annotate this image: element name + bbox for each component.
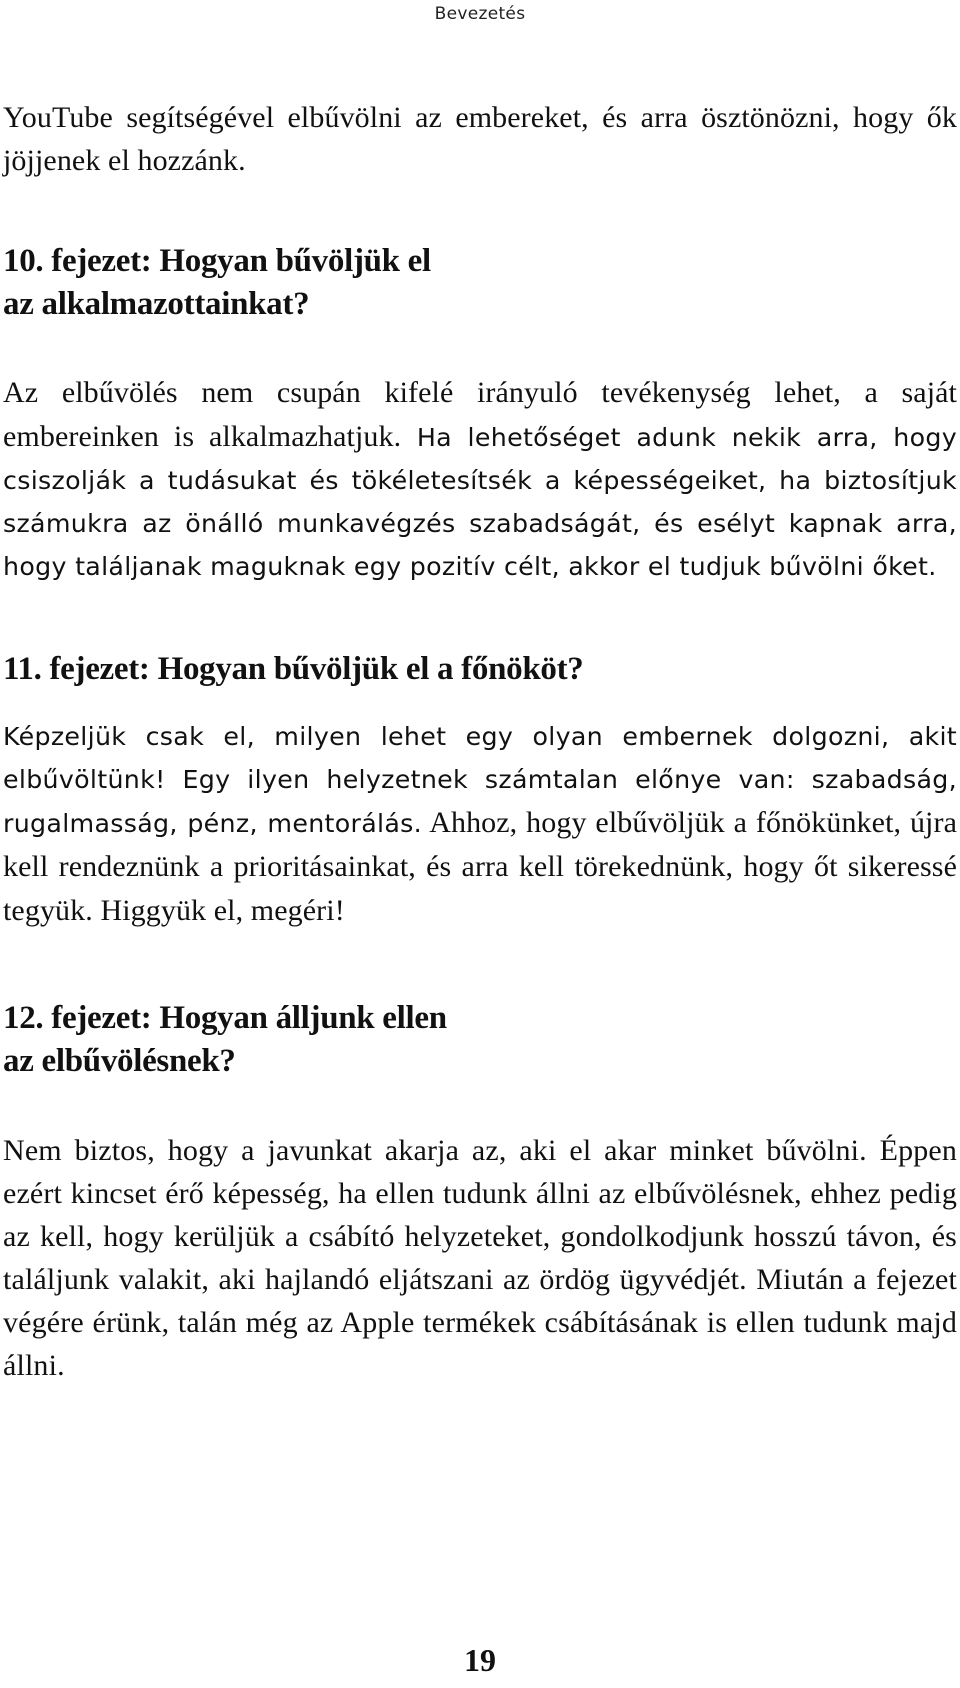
chapter-10-paragraph bbox=[3, 371, 957, 588]
chapter-10-paragraph-serif: Az elbűvölés nem csupán kifelé irányuló tevékenység lehet, a saját embereinken is alkalmazhatjuk. bbox=[3, 376, 957, 453]
chapter-12-heading-line1: 12. fejezet: Hogyan álljunk ellen bbox=[3, 1000, 447, 1036]
chapter-10-paragraph-sans: Ha lehetőséget adunk nekik arra, hogy csiszolják a tudásukat és tökéletesítsék a képességeiket, ha biztosítjuk számukra az önálló munkavégzés szabadságát, és esélyt kapnak arra, hogy találjanak maguknak egy pozitív célt, akkor el tudjuk bűvölni őket. bbox=[3, 423, 957, 581]
running-header: Bevezetés bbox=[434, 4, 526, 24]
chapter-11-paragraph bbox=[3, 715, 957, 933]
chapter-11-heading: 11. fejezet: Hogyan bűvöljük el a főnököt? bbox=[3, 651, 584, 687]
chapter-12-heading-line2: az elbűvölésnek? bbox=[3, 1043, 236, 1079]
chapter-10-heading-line2: az alkalmazottainkat? bbox=[3, 286, 310, 322]
chapter-10-heading-line1: 10. fejezet: Hogyan bűvöljük el bbox=[3, 243, 431, 279]
chapter-12-paragraph: Nem biztos, hogy a javunkat akarja az, aki el akar minket bűvölni. Éppen ezért kincset érő képesség, ha ellen tudunk állni az elbűvölésnek, ehhez pedig az kell, hogy kerüljük a csábító helyzeteket, gondolkodjunk hosszú távon, és találjunk valakit, aki hajlandó eljátszani az ördög ügyvédjét. Miután a fejezet végére érünk, talán még az Apple termékek csábításának is ellen tudunk majd állni. bbox=[3, 1134, 957, 1382]
page-number: 19 bbox=[464, 1642, 496, 1678]
chapter-11-paragraph-sans: Képzeljük csak el, milyen lehet egy olyan embernek dolgozni, akit elbűvöltünk! Egy ilyen helyzetnek számtalan előnye van: szabadság, rugalmasság, pénz, mentorálás. bbox=[3, 722, 957, 838]
page-content bbox=[3, 96, 957, 1387]
chapter-12-heading bbox=[3, 997, 957, 1083]
chapter-11-paragraph-serif: Ahhoz, hogy elbűvöljük a főnökünket, újra kell rendeznünk a prioritásainkat, és arra kell törekednünk, hogy őt sikeressé tegyük. Higgyük el, megéri! bbox=[3, 806, 958, 927]
chapter-10-heading bbox=[3, 240, 957, 326]
intro-paragraph: YouTube segítségével elbűvölni az embereket, és arra ösztönözni, hogy ők jöjjenek el hozzánk. bbox=[3, 101, 957, 177]
